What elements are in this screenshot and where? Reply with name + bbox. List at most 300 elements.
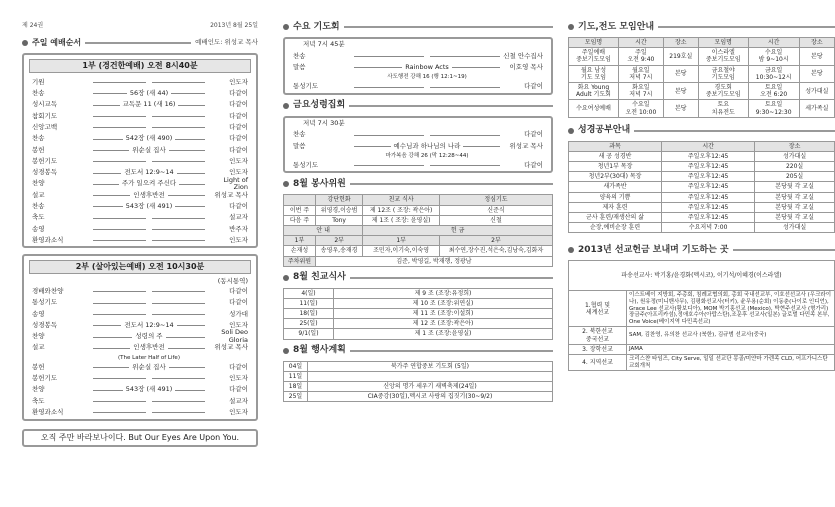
order-row — [24, 385, 256, 396]
row-label: 찬송 — [32, 89, 45, 98]
table-cell: 제 9 조 (조장:유정희) — [334, 288, 553, 298]
order-row — [24, 328, 256, 345]
table-cell: CIA중강(30일),멕시코 사랑의 집짓기(30~9/2) — [308, 392, 553, 402]
order-row — [24, 213, 256, 224]
row-label: 송영 — [32, 309, 45, 318]
row-leader: 인도자 — [229, 77, 248, 86]
table-cell: 220실 — [755, 162, 835, 172]
table-row — [569, 213, 835, 223]
table-row — [284, 361, 553, 371]
bullet-icon — [568, 247, 574, 253]
row-label: 기원 — [32, 77, 45, 86]
row-leader: 다같이 — [229, 298, 248, 307]
order-row — [24, 122, 256, 133]
table-cell: 세가족실 — [799, 100, 834, 117]
table-cell: 본당 — [799, 65, 834, 82]
table-row — [569, 65, 835, 82]
table-header: 1부 — [284, 236, 316, 246]
table-cell — [308, 371, 553, 381]
row-content — [351, 165, 503, 166]
row-content — [90, 240, 208, 241]
mission-category: 2. 북한선교 중국선교 — [569, 327, 627, 344]
row-leader: 신철 안수집사 — [503, 51, 543, 60]
row-leader: Light of Zion — [223, 175, 248, 192]
order-row — [24, 362, 256, 373]
table-row — [569, 48, 835, 65]
table-header: 장소 — [663, 38, 698, 48]
table-cell: 주일오후12:45 — [662, 182, 755, 192]
ushers-header: 안 내 — [284, 225, 363, 235]
fri-box — [283, 116, 553, 174]
row-content — [90, 82, 208, 83]
row-label: 성경봉독 — [32, 168, 58, 177]
row-content — [351, 87, 503, 88]
row-leader: 위성교 목사 — [214, 343, 248, 352]
order-row — [24, 235, 256, 246]
table-header: 정심기도 — [439, 195, 552, 205]
table-cell: 토요일 오전 6:20 — [748, 82, 799, 99]
bullet-icon — [283, 24, 289, 30]
table-row — [569, 82, 835, 99]
offering-header: 헌 금 — [363, 225, 553, 235]
row-label: 찬송 — [293, 130, 306, 139]
table-row — [284, 371, 553, 381]
parking-names: 김준, 박영길, 박재행, 정광남 — [315, 256, 552, 266]
row-label: 성시교독 — [32, 100, 58, 109]
row-leader: 다같이 — [229, 111, 248, 120]
row-label: 통성기도 — [293, 82, 319, 91]
row-label: 찬송 — [32, 134, 45, 143]
volunteers-table — [283, 194, 553, 266]
order-row — [24, 298, 256, 309]
fri-time: 저녁 7시 30분 — [303, 118, 345, 127]
table-cell: 성가대실 — [755, 223, 835, 233]
service-1-box — [22, 53, 258, 248]
row-content — [90, 116, 208, 117]
table-cell: 25일 — [284, 392, 308, 402]
interpretation-note: (동시통역) — [217, 277, 248, 286]
row-content: 543장 (새 491) — [90, 386, 208, 394]
order-row — [285, 73, 551, 81]
bullet-icon — [568, 24, 574, 30]
table-cell: 다음 주 — [284, 215, 316, 225]
table-cell: 본당뒷 각 교실 — [755, 213, 835, 223]
order-row — [24, 309, 256, 320]
table-cell: 11일 — [284, 371, 308, 381]
table-cell: 본당 — [663, 100, 698, 117]
worship-order-heading: 주일 예배순서 예배인도: 위성교 목사 — [22, 36, 258, 50]
mission-targets: 크리스챤 타임즈, City Serve, 일일 선교단 몽골/미얀마 가렌족 CLD, 어프가니스탄 교회개척 — [627, 354, 835, 370]
mission-targets: JAMA — [627, 344, 835, 354]
table-cell: 18일 — [284, 382, 308, 392]
row-content: 위순실 집사 — [90, 147, 208, 155]
table-header — [284, 195, 316, 205]
order-row — [24, 77, 256, 88]
table-cell: 성가대실 — [799, 82, 834, 99]
wed-heading: 수요 기도회 — [283, 20, 553, 34]
table-cell: 최수연,장수진,석은숙,김낭숙,김화자 — [439, 246, 552, 256]
service-2-title: 2부 (살아있는예배) 오전 10시30분 — [29, 260, 251, 274]
missionaries-sent: 파송선교사: 박기홍/윤경화(멕시코), 이기석/이혜경(이스라엘) — [569, 261, 835, 291]
row-label: 참회기도 — [32, 111, 58, 120]
bullet-icon — [283, 103, 289, 109]
row-label: 찬양 — [32, 385, 45, 394]
row-content: 위순실 집사 — [90, 364, 208, 372]
row-content: 인생후반전 — [90, 344, 208, 352]
study-heading: 성경공부안내 — [568, 124, 835, 138]
table-cell: 수요일 밤 9~10시 — [748, 48, 799, 65]
table-cell: 25(일) — [284, 319, 334, 329]
mission-table — [568, 260, 835, 371]
page-header — [0, 0, 268, 34]
table-cell: 본당 — [799, 48, 834, 65]
row-label: 통성기도 — [32, 298, 58, 307]
row-content — [90, 291, 208, 292]
row-label: 성경봉독 — [32, 320, 58, 329]
table-row — [569, 172, 835, 182]
date-label: 2013년 8월 25일 — [210, 22, 258, 29]
table-cell: 수요여성예배 — [569, 100, 619, 117]
row-label: 말씀 — [293, 141, 306, 150]
row-content — [351, 56, 503, 57]
meal-heading: 8월 친교식사 — [283, 271, 553, 285]
event-table — [283, 361, 553, 403]
row-content — [90, 314, 208, 315]
row-content — [90, 401, 208, 402]
row-leader: 이호영 목사 — [509, 62, 543, 71]
row-leader: 위성교 목사 — [214, 190, 248, 199]
table-row — [284, 298, 553, 308]
row-content — [90, 127, 208, 128]
row-content: 예수님과 하나님의 나라 — [351, 143, 503, 151]
row-label: 축도 — [32, 396, 45, 405]
table-row — [569, 192, 835, 202]
table-row — [569, 162, 835, 172]
row-label: 찬송 — [293, 51, 306, 60]
mission-heading: 2013년 선교헌금 보내며 기도하는 곳 — [568, 243, 835, 257]
wed-time: 저녁 7시 45분 — [303, 40, 345, 48]
table-header: 모임명 — [698, 38, 748, 48]
row-leader: 인도자 — [229, 374, 248, 383]
row-label: 봉헌기도 — [32, 374, 58, 383]
table-cell: 위영경,이승범 — [315, 205, 362, 215]
order-row — [285, 129, 551, 140]
table-cell: 화요일 저녁 7시 — [618, 82, 663, 99]
row-label: 찬양 — [32, 179, 45, 188]
table-row — [284, 309, 553, 319]
table-row — [284, 319, 553, 329]
table-row — [284, 392, 553, 402]
service-2-box — [22, 254, 258, 420]
row-content — [90, 161, 208, 162]
table-cell: 신준식 — [439, 205, 552, 215]
row-label: 봉헌 — [32, 145, 45, 154]
order-row — [24, 190, 256, 201]
order-row — [285, 160, 551, 171]
row-leader: 성가대 — [229, 309, 248, 318]
table-cell: 219호실 — [663, 48, 698, 65]
table-cell: 수요일 오전 10:00 — [618, 100, 663, 117]
table-row — [284, 329, 553, 339]
row-content: 교독문 11 (새 16) — [90, 101, 208, 109]
order-row — [24, 373, 256, 384]
table-cell: 금요철야 기도모임 — [698, 65, 748, 82]
row-label: 찬송 — [32, 202, 45, 211]
table-cell: 월요일 저녁 7시 — [618, 65, 663, 82]
column-3 — [568, 0, 835, 507]
mission-category: 3. 장학선교 — [569, 344, 627, 354]
table-cell: 화요 Young Adult 기도회 — [569, 82, 619, 99]
table-cell: 금요일 10:30~12시 — [748, 65, 799, 82]
table-cell: 이스라엘 중보기도모임 — [698, 48, 748, 65]
order-row — [24, 407, 256, 418]
row-leader: 인도자 — [229, 320, 248, 329]
row-leader: 다같이 — [229, 362, 248, 371]
table-cell: 주일오후12:45 — [662, 202, 755, 212]
groups-table — [568, 37, 835, 118]
row-leader: 설교자 — [229, 396, 248, 405]
row-leader: 다같이 — [229, 385, 248, 394]
table-cell: 군사 훈련/재생산의 삶 — [569, 213, 662, 223]
table-cell: 주일예배 중보기도모임 — [569, 48, 619, 65]
row-leader: 다같이 — [229, 100, 248, 109]
row-leader: 다같이 — [524, 82, 543, 91]
order-row — [24, 224, 256, 235]
row-content — [90, 229, 208, 230]
table-header: 과목 — [569, 141, 662, 151]
table-cell: 주일 오전 9:40 — [618, 48, 663, 65]
fri-heading: 금요성령집회 — [283, 99, 553, 113]
order-row — [24, 175, 256, 192]
table-cell: 월요 남성 기도 모임 — [569, 65, 619, 82]
order-row — [285, 81, 551, 92]
bullet-icon — [568, 128, 574, 134]
table-cell: 주일오후12:45 — [662, 192, 755, 202]
table-cell: 이번 주 — [284, 205, 316, 215]
order-row — [24, 88, 256, 99]
table-cell: 제 1조 ( 조장: 윤영실) — [363, 215, 440, 225]
table-cell: 04일 — [284, 361, 308, 371]
table-cell: 본당뒷 각 교실 — [755, 192, 835, 202]
row-label: 축도 — [32, 213, 45, 222]
row-content — [90, 218, 208, 219]
event-heading: 8월 행사계획 — [283, 344, 553, 358]
table-cell: 새가족반 — [569, 182, 662, 192]
row-leader: 다같이 — [229, 89, 248, 98]
row-leader: 설교자 — [229, 213, 248, 222]
row-content: Rainbow Acts — [351, 64, 503, 72]
table-cell: 4(일) — [284, 288, 334, 298]
row-content: 인생후반전 — [90, 192, 208, 200]
table-row — [569, 100, 835, 117]
table-row — [569, 182, 835, 192]
issue-label: 제 24권 — [22, 22, 44, 29]
mission-targets: 이스트베이 지방회, 주총회, 침례교협의회, 총회 국내선교부, 이호선선교사 (우크라이나), 원유정(미니밴사무), 김평화선교사(터키), 윤무용(순회) 이동춘(나이로 인디언), Grace Lee 선교사(황보디아), MOM 박기홍선교 (Mexico), 박현주선교사 (형가리) 장금주(아프리카섬),정애호수아(아랍스탄),조문후 선교사(일본) 글로벌 다민족 본부, One Voice(베이지역 다민족선교) — [627, 291, 835, 327]
table-cell: 경도회 중보기도모임 — [698, 82, 748, 99]
row-content: 성령의 주 — [90, 333, 208, 341]
row-leader: 다같이 — [229, 202, 248, 211]
order-row — [24, 396, 256, 407]
row-leader: 다같이 — [229, 122, 248, 131]
table-cell: 9/1(일) — [284, 329, 334, 339]
row-leader: 반주자 — [229, 224, 248, 233]
table-row — [284, 382, 553, 392]
table-header: 1부 — [363, 236, 440, 246]
table-cell: 본당뒷 각 교실 — [755, 182, 835, 192]
table-header: 강단헌화 — [315, 195, 362, 205]
motto-box: 오직 주만 바라보나이다. But Our Eyes Are Upon You. — [22, 429, 258, 447]
bullet-icon — [22, 40, 28, 46]
row-leader: 다같이 — [524, 130, 543, 139]
row-content: 56장 (새 44) — [90, 90, 208, 98]
row-content: 주가 일으켜 주신다 — [90, 180, 208, 188]
table-cell: 제 12조 ( 조장: 곽은아) — [363, 205, 440, 215]
mission-category: 4. 지역선교 — [569, 354, 627, 370]
table-cell: Tony — [315, 215, 362, 225]
table-cell: 11(일) — [284, 298, 334, 308]
row-label: 찬양 — [32, 332, 45, 341]
row-label: 환영과소식 — [32, 407, 64, 416]
table-header: 2부 — [315, 236, 362, 246]
table-row — [284, 288, 553, 298]
table-cell: 제 1 조 (조장:윤영실) — [334, 329, 553, 339]
order-row — [24, 201, 256, 212]
order-row — [24, 145, 256, 156]
bullet-icon — [283, 275, 289, 281]
mission-targets: SAM, 김찬영, 유의찬 선교사 (북한), 김규범 선교사(중국) — [627, 327, 835, 344]
row-leader: 인도자 — [229, 168, 248, 177]
table-header: 시간 — [748, 38, 799, 48]
row-leader: 다같이 — [229, 145, 248, 154]
table-cell: 새 공 성경반 — [569, 151, 662, 161]
table-cell: 손재성 — [284, 246, 316, 256]
order-row — [24, 354, 256, 362]
table-cell: 205실 — [755, 172, 835, 182]
order-row — [24, 156, 256, 167]
row-content — [90, 378, 208, 379]
study-table — [568, 141, 835, 234]
column-2 — [283, 0, 553, 507]
order-row — [24, 111, 256, 122]
bullet-icon — [283, 348, 289, 354]
table-header: 친교 식사 — [363, 195, 440, 205]
order-row — [285, 51, 551, 62]
table-cell: 청년2부(30대) 목장 — [569, 172, 662, 182]
row-leader: 다같이 — [229, 134, 248, 143]
table-cell: 제 11 조 (조장:이설희) — [334, 309, 553, 319]
table-cell: 본당 — [663, 65, 698, 82]
parking-label: 주차위원 — [284, 256, 316, 266]
bullet-icon — [283, 181, 289, 187]
order-row — [24, 133, 256, 144]
row-content: 마가복음 강해 26 (막 12:28~44) — [385, 152, 469, 159]
table-cell: 본당뒷 각 교실 — [755, 202, 835, 212]
column-1 — [0, 0, 268, 507]
row-leader: Soli Deo Gloria — [221, 328, 248, 345]
worship-leader: 예배인도: 위성교 목사 — [195, 38, 258, 47]
table-cell: 주일오후12:45 — [662, 151, 755, 161]
row-leader: 다같이 — [524, 160, 543, 169]
row-leader: 인도자 — [229, 407, 248, 416]
table-cell: 송영우,송재경 — [315, 246, 362, 256]
row-leader: 인도자 — [229, 235, 248, 244]
mission-category: 1.협력 및 세계선교 — [569, 291, 627, 327]
service-volunteers-heading: 8월 봉사위원 — [283, 177, 553, 191]
table-cell: 주일오후12:45 — [662, 213, 755, 223]
row-content: 전도서 12:9~14 — [90, 169, 208, 177]
table-row — [569, 223, 835, 233]
table-cell: 토요일 9:30~12:30 — [748, 100, 799, 117]
table-cell: 양육의 기쁨 — [569, 192, 662, 202]
row-content: (The Later Half of Life) — [118, 354, 180, 361]
row-content — [90, 303, 208, 304]
table-header: 장소 — [755, 141, 835, 151]
row-content: 전도서 12:9~14 — [90, 322, 208, 330]
table-header: 시간 — [618, 38, 663, 48]
table-row — [569, 151, 835, 161]
order-row — [24, 343, 256, 354]
row-leader: 위성교 목사 — [509, 141, 543, 150]
row-label: 통성기도 — [293, 160, 319, 169]
row-content: 사도행전 강해 16 (행 12:1~19) — [387, 74, 467, 81]
row-leader: 인도자 — [229, 156, 248, 165]
row-content — [90, 412, 208, 413]
table-cell: 본당 — [663, 82, 698, 99]
meal-table — [283, 288, 553, 340]
row-label: 설교 — [32, 343, 45, 352]
row-label: 봉헌 — [32, 362, 45, 371]
table-cell: 청년1부 목장 — [569, 162, 662, 172]
row-content: 542장 (새 490) — [90, 135, 208, 143]
table-cell: 주일오후12:45 — [662, 172, 755, 182]
row-content — [351, 135, 503, 136]
table-cell: 주일오후12:45 — [662, 162, 755, 172]
table-cell: 제자 훈련 — [569, 202, 662, 212]
table-cell: 성가대실 — [755, 151, 835, 161]
table-cell: 조민자,이기숙,이숙영 — [363, 246, 440, 256]
order-row — [285, 141, 551, 152]
table-cell: 신앙의 명가 세우기 새벽축제(24일) — [308, 382, 553, 392]
table-cell: 순장,예비순장 훈련 — [569, 223, 662, 233]
order-row — [285, 62, 551, 73]
wed-box — [283, 37, 553, 95]
order-row — [285, 152, 551, 160]
table-cell: 신철 — [439, 215, 552, 225]
row-label: 환영과소식 — [32, 235, 64, 244]
row-label: 송영 — [32, 224, 45, 233]
service-1-title: 1부 (경건한예배) 오전 8시40분 — [29, 59, 251, 73]
row-label: 말씀 — [293, 62, 306, 71]
row-label: 경배와찬양 — [32, 287, 64, 295]
table-cell: 제 12 조 (조장:곽은아) — [334, 319, 553, 329]
table-header: 모임명 — [569, 38, 619, 48]
order-row — [24, 286, 256, 297]
table-cell: 18(일) — [284, 309, 334, 319]
table-cell: 토요 치유전도 — [698, 100, 748, 117]
groups-heading: 기도,전도 모임안내 — [568, 20, 835, 34]
order-row — [24, 100, 256, 111]
row-label: 봉헌기도 — [32, 156, 58, 165]
row-leader: 다같이 — [229, 287, 248, 295]
table-header: 장소 — [799, 38, 834, 48]
table-header: 2부 — [439, 236, 552, 246]
row-label: 신앙고백 — [32, 122, 58, 131]
row-label: 설교 — [32, 190, 45, 199]
table-row — [569, 202, 835, 212]
row-content: 543장 (새 491) — [90, 203, 208, 211]
table-cell: 북가주 연합중보 기도회 (5일) — [308, 361, 553, 371]
table-cell: 제 10 조 (조장:위연실) — [334, 298, 553, 308]
